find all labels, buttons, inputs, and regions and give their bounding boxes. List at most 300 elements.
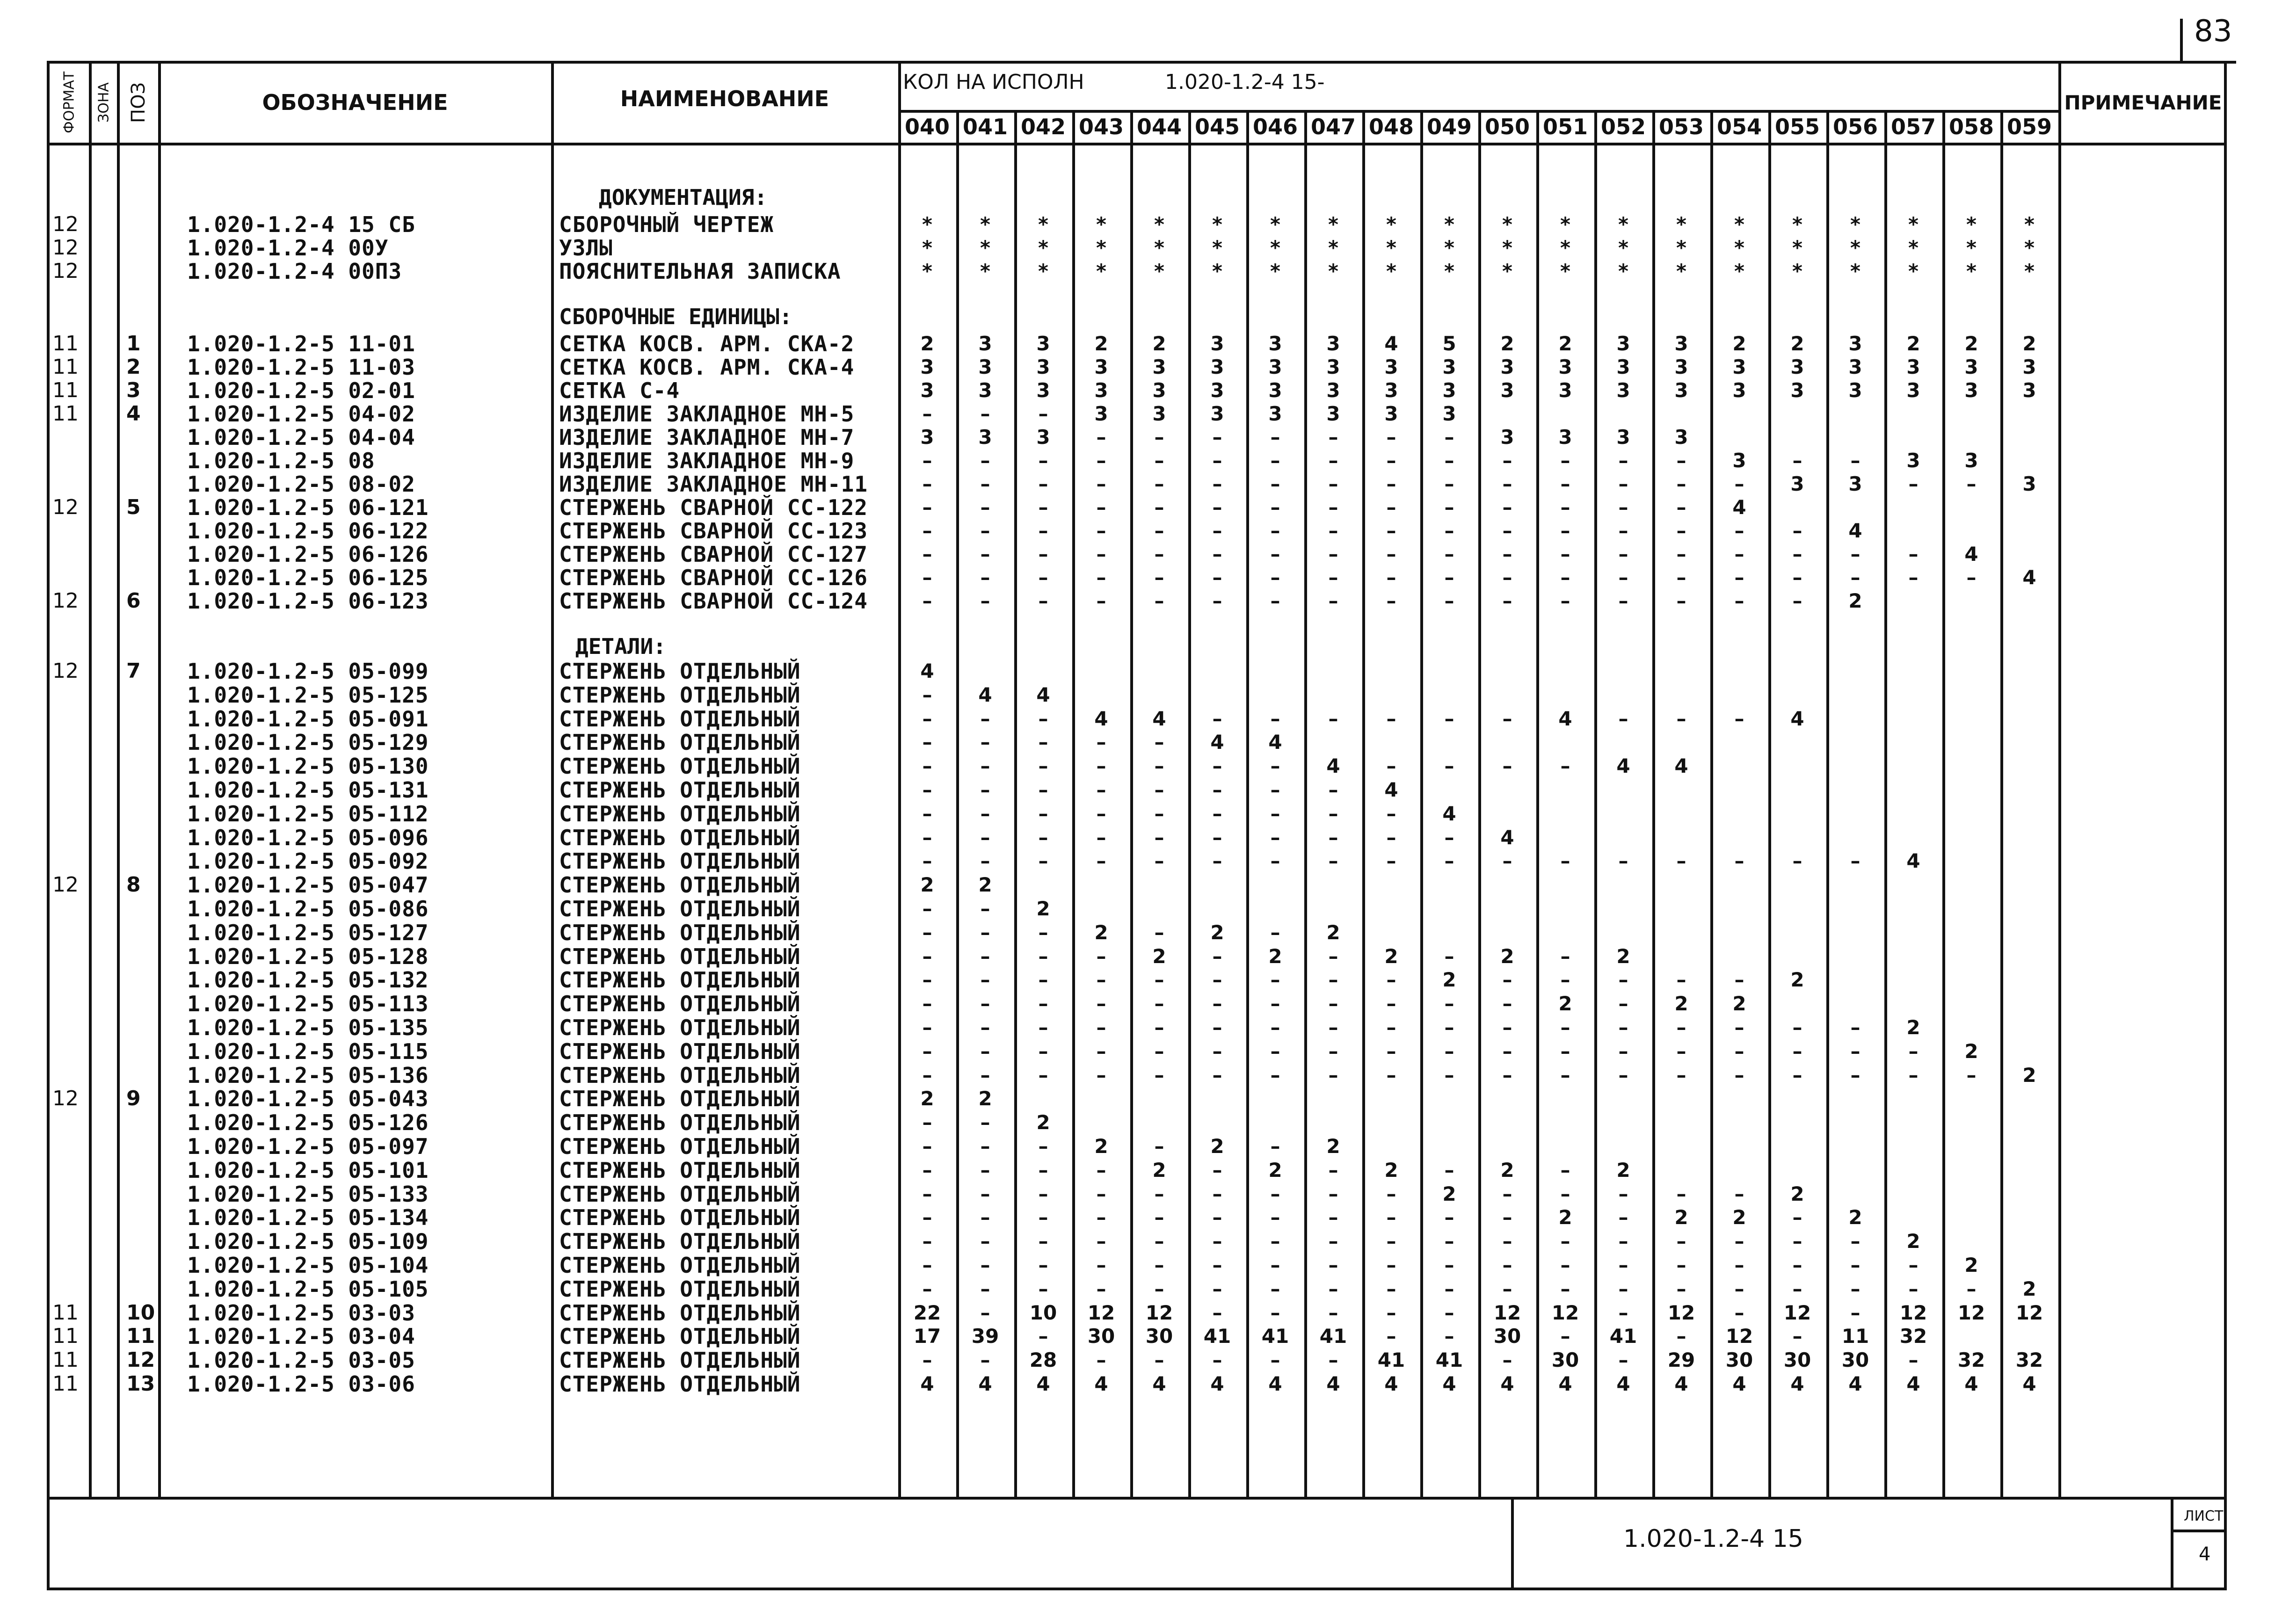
row-qty-050: – xyxy=(1502,543,1512,566)
row-qty-044: 2 xyxy=(1152,332,1166,355)
table-row xyxy=(0,1064,2282,1087)
row-qty-058: * xyxy=(1966,260,1977,283)
row-qty-041: – xyxy=(980,1301,990,1324)
row-qty-043: * xyxy=(1096,213,1106,236)
row-qty-042: – xyxy=(1038,921,1048,944)
row-qty-040: – xyxy=(922,449,932,472)
row-qty-055: 3 xyxy=(1790,379,1804,402)
row-qty-046: – xyxy=(1270,449,1280,472)
variant-header-051: 051 xyxy=(1542,114,1588,139)
row-qty-041: – xyxy=(980,1277,990,1300)
row-qty-052: – xyxy=(1618,707,1628,730)
row-qty-048: * xyxy=(1386,213,1396,236)
row-qty-040: * xyxy=(922,260,932,283)
row-qty-058: 2 xyxy=(1964,332,1978,355)
row-qty-042: – xyxy=(1038,778,1048,801)
row-qty-042: – xyxy=(1038,731,1048,754)
row-qty-045: – xyxy=(1212,944,1222,968)
row-qty-059: 3 xyxy=(2022,472,2036,495)
row-qty-044: – xyxy=(1154,968,1164,992)
row-qty-056: 3 xyxy=(1848,472,1862,495)
row-qty-053: – xyxy=(1676,1063,1686,1087)
row-qty-053: – xyxy=(1676,472,1686,495)
row-qty-053: – xyxy=(1676,519,1686,542)
row-qty-049: – xyxy=(1444,992,1454,1015)
table-row xyxy=(0,921,2282,944)
row-qty-044: 2 xyxy=(1152,944,1166,968)
row-qty-053: 12 xyxy=(1667,1301,1695,1324)
row-qty-055: – xyxy=(1792,543,1802,566)
row-qty-054: 2 xyxy=(1732,992,1746,1015)
row-qty-044: 3 xyxy=(1152,355,1166,378)
row-qty-046: 4 xyxy=(1268,731,1282,754)
row-qty-048: – xyxy=(1386,992,1396,1015)
row-qty-057: 3 xyxy=(1906,379,1920,402)
table-row xyxy=(0,992,2282,1015)
row-designation: 1.020-1.2-5 04-02 xyxy=(187,401,415,427)
row-qty-042: – xyxy=(1038,1206,1048,1229)
row-qty-042: 3 xyxy=(1036,355,1050,378)
row-qty-057: – xyxy=(1908,1277,1919,1300)
row-qty-045: 3 xyxy=(1210,379,1224,402)
row-qty-044: 4 xyxy=(1152,707,1166,730)
row-qty-048: – xyxy=(1386,496,1396,519)
row-qty-054: 3 xyxy=(1732,449,1746,472)
row-qty-051: 30 xyxy=(1551,1348,1579,1372)
row-qty-047: – xyxy=(1328,1182,1338,1205)
row-qty-054: – xyxy=(1734,566,1744,589)
row-name: СТЕРЖЕНЬ ОТДЕЛЬНЫЙ xyxy=(559,967,801,993)
row-qty-045: – xyxy=(1212,472,1222,495)
row-qty-042: – xyxy=(1038,402,1048,425)
row-qty-043: 3 xyxy=(1094,355,1108,378)
row-qty-051: – xyxy=(1560,496,1570,519)
row-qty-050: – xyxy=(1502,472,1512,495)
row-qty-048: – xyxy=(1386,1301,1396,1324)
row-qty-043: * xyxy=(1096,260,1106,283)
variant-header-049: 049 xyxy=(1426,114,1472,139)
row-qty-053: – xyxy=(1676,543,1686,566)
row-qty-042: – xyxy=(1038,1135,1048,1158)
table-row xyxy=(0,731,2282,754)
row-qty-057: * xyxy=(1908,213,1919,236)
row-qty-051: – xyxy=(1560,472,1570,495)
row-name: ИЗДЕЛИЕ ЗАКЛАДНОЕ МН-7 xyxy=(559,425,855,450)
header-zone: ЗОНА xyxy=(95,82,112,123)
row-qty-040: – xyxy=(922,496,932,519)
row-designation: 1.020-1.2-5 03-05 xyxy=(187,1348,415,1373)
row-qty-047: – xyxy=(1328,968,1338,992)
row-qty-047: 3 xyxy=(1326,332,1340,355)
row-qty-047: – xyxy=(1328,992,1338,1015)
row-designation: 1.020-1.2-5 06-122 xyxy=(187,518,429,544)
row-qty-045: – xyxy=(1212,778,1222,801)
row-name: СТЕРЖЕНЬ ОТДЕЛЬНЫЙ xyxy=(559,801,801,826)
table-row xyxy=(0,1325,2282,1348)
row-qty-055: – xyxy=(1792,1325,1802,1348)
table-row xyxy=(0,707,2282,731)
row-qty-043: 12 xyxy=(1087,1301,1115,1324)
row-qty-059: 2 xyxy=(2022,1277,2036,1300)
row-qty-044: – xyxy=(1154,1254,1164,1276)
row-qty-055: * xyxy=(1792,213,1802,236)
row-qty-040: – xyxy=(922,1063,932,1087)
row-qty-049: 4 xyxy=(1442,1372,1456,1395)
row-qty-052: 3 xyxy=(1616,332,1630,355)
table-row xyxy=(0,1206,2282,1229)
row-qty-046: – xyxy=(1270,1182,1280,1205)
variant-header-047: 047 xyxy=(1310,114,1356,139)
row-qty-046: – xyxy=(1270,992,1280,1015)
row-qty-041: – xyxy=(980,566,990,589)
row-name: СТЕРЖЕНЬ ОТДЕЛЬНЫЙ xyxy=(559,659,801,684)
row-qty-044: – xyxy=(1154,1230,1164,1253)
row-name: СТЕРЖЕНЬ ОТДЕЛЬНЫЙ xyxy=(559,1015,801,1040)
row-qty-043: 2 xyxy=(1094,1135,1108,1158)
row-qty-045: – xyxy=(1212,1348,1222,1372)
row-qty-048: – xyxy=(1386,1325,1396,1348)
table-row xyxy=(0,1254,2282,1277)
row-qty-056: 4 xyxy=(1848,519,1862,542)
row-qty-052: – xyxy=(1618,1016,1628,1039)
row-qty-046: 3 xyxy=(1268,355,1282,378)
row-qty-040: – xyxy=(922,1158,932,1182)
row-qty-044: – xyxy=(1154,496,1164,519)
row-qty-047: – xyxy=(1328,426,1338,449)
row-qty-050: 30 xyxy=(1493,1325,1521,1348)
row-pos: 13 xyxy=(126,1372,155,1396)
row-qty-054: – xyxy=(1734,707,1744,730)
row-qty-047: 3 xyxy=(1326,379,1340,402)
row-qty-054: 30 xyxy=(1725,1348,1753,1372)
row-qty-050: – xyxy=(1502,707,1512,730)
row-qty-058: * xyxy=(1966,213,1977,236)
row-qty-048: – xyxy=(1386,426,1396,449)
table-row xyxy=(0,1348,2282,1372)
row-qty-049: – xyxy=(1444,589,1454,612)
row-qty-053: – xyxy=(1676,1254,1686,1276)
row-qty-045: – xyxy=(1212,1063,1222,1087)
row-qty-042: – xyxy=(1038,968,1048,992)
variant-header-045: 045 xyxy=(1194,114,1240,139)
row-format: 11 xyxy=(52,402,79,426)
row-designation: 1.020-1.2-5 06-126 xyxy=(187,542,429,567)
row-qty-042: – xyxy=(1038,472,1048,495)
row-qty-042: 3 xyxy=(1036,379,1050,402)
row-qty-051: 12 xyxy=(1551,1301,1579,1324)
row-qty-045: 2 xyxy=(1210,921,1224,944)
row-designation: 1.020-1.2-5 11-03 xyxy=(187,355,415,380)
table-row xyxy=(0,472,2282,496)
row-qty-046: – xyxy=(1270,1348,1280,1372)
row-name: СТЕРЖЕНЬ ОТДЕЛЬНЫЙ xyxy=(559,754,801,779)
row-qty-045: – xyxy=(1212,1206,1222,1229)
row-qty-051: – xyxy=(1560,849,1570,873)
list-box-left xyxy=(2171,1497,2173,1590)
row-qty-056: – xyxy=(1850,1277,1860,1300)
row-pos: 8 xyxy=(126,873,141,897)
row-qty-051: – xyxy=(1560,543,1570,566)
row-pos: 3 xyxy=(126,378,141,402)
row-qty-052: – xyxy=(1618,992,1628,1015)
row-qty-043: – xyxy=(1096,778,1106,801)
row-qty-042: * xyxy=(1038,236,1048,259)
row-designation: 1.020-1.2-5 05-047 xyxy=(187,872,429,898)
row-qty-050: – xyxy=(1502,1277,1512,1300)
row-qty-052: 4 xyxy=(1616,754,1630,778)
row-qty-045: – xyxy=(1212,826,1222,849)
row-qty-047: * xyxy=(1328,213,1338,236)
row-qty-047: – xyxy=(1328,449,1338,472)
row-designation: 1.020-1.2-5 05-104 xyxy=(187,1253,429,1278)
row-format: 11 xyxy=(52,378,79,402)
row-qty-043: – xyxy=(1096,472,1106,495)
row-designation: 1.020-1.2-5 05-096 xyxy=(187,825,429,850)
row-qty-040: – xyxy=(922,1111,932,1134)
row-qty-043: – xyxy=(1096,566,1106,589)
header-bottom-line xyxy=(47,143,2227,145)
header-format: ФОРМАТ xyxy=(61,71,78,134)
row-qty-044: – xyxy=(1154,1277,1164,1300)
row-qty-055: – xyxy=(1792,1039,1802,1063)
row-qty-058: 32 xyxy=(1957,1348,1985,1372)
row-qty-049: * xyxy=(1444,260,1454,283)
row-designation: 1.020-1.2-5 05-128 xyxy=(187,943,429,969)
row-qty-055: 4 xyxy=(1790,1372,1804,1395)
row-qty-041: 3 xyxy=(978,379,992,402)
row-qty-043: – xyxy=(1096,449,1106,472)
row-qty-048: – xyxy=(1386,1206,1396,1229)
row-qty-051: 2 xyxy=(1558,1206,1572,1229)
row-qty-049: – xyxy=(1444,1063,1454,1087)
row-qty-040: – xyxy=(922,826,932,849)
row-qty-042: 2 xyxy=(1036,897,1050,920)
row-qty-052: – xyxy=(1618,1063,1628,1087)
row-qty-051: 2 xyxy=(1558,992,1572,1015)
row-qty-052: – xyxy=(1618,1230,1628,1253)
variant-header-042: 042 xyxy=(1020,114,1066,139)
row-qty-054: – xyxy=(1734,968,1744,992)
row-qty-047: – xyxy=(1328,1206,1338,1229)
row-qty-048: 4 xyxy=(1384,778,1398,801)
row-qty-045: – xyxy=(1212,426,1222,449)
row-qty-043: – xyxy=(1096,1206,1106,1229)
row-format: 11 xyxy=(52,1372,79,1396)
row-designation: 1.020-1.2-5 05-101 xyxy=(187,1157,429,1183)
row-qty-049: – xyxy=(1444,426,1454,449)
row-name: СЕТКА С-4 xyxy=(559,378,680,403)
row-qty-040: 22 xyxy=(913,1301,941,1324)
table-row xyxy=(0,1087,2282,1110)
row-qty-053: – xyxy=(1676,1016,1686,1039)
row-qty-047: – xyxy=(1328,849,1338,873)
row-qty-042: – xyxy=(1038,449,1048,472)
row-qty-040: – xyxy=(922,1016,932,1039)
row-qty-047: 2 xyxy=(1326,921,1340,944)
row-qty-050: – xyxy=(1502,449,1512,472)
row-qty-043: 3 xyxy=(1094,402,1108,425)
row-qty-055: 2 xyxy=(1790,332,1804,355)
variant-header-059: 059 xyxy=(2006,114,2052,139)
row-qty-053: 4 xyxy=(1674,754,1688,778)
row-qty-043: – xyxy=(1096,519,1106,542)
row-qty-042: – xyxy=(1038,1016,1048,1039)
row-qty-052: – xyxy=(1618,1206,1628,1229)
row-qty-055: 12 xyxy=(1783,1301,1811,1324)
row-qty-057: 32 xyxy=(1899,1325,1927,1348)
row-qty-042: 2 xyxy=(1036,1111,1050,1134)
row-qty-041: * xyxy=(980,213,990,236)
row-qty-042: 3 xyxy=(1036,426,1050,449)
row-qty-057: 3 xyxy=(1906,449,1920,472)
row-qty-058: 3 xyxy=(1964,355,1978,378)
row-qty-054: 3 xyxy=(1732,355,1746,378)
variant-header-056: 056 xyxy=(1832,114,1878,139)
row-qty-043: – xyxy=(1096,754,1106,778)
row-qty-057: 2 xyxy=(1906,1016,1920,1039)
row-qty-049: 41 xyxy=(1435,1348,1463,1372)
row-qty-049: * xyxy=(1444,213,1454,236)
row-qty-056: – xyxy=(1850,1230,1860,1253)
row-qty-054: – xyxy=(1734,1182,1744,1205)
row-qty-049: 3 xyxy=(1442,355,1456,378)
row-qty-055: – xyxy=(1792,1206,1802,1229)
row-qty-058: 3 xyxy=(1964,379,1978,402)
row-qty-041: 3 xyxy=(978,426,992,449)
table-row xyxy=(0,873,2282,897)
row-qty-045: – xyxy=(1212,589,1222,612)
row-qty-058: – xyxy=(1966,472,1977,495)
row-qty-054: – xyxy=(1734,849,1744,873)
row-qty-044: – xyxy=(1154,566,1164,589)
row-qty-054: – xyxy=(1734,1016,1744,1039)
row-qty-054: – xyxy=(1734,1063,1744,1087)
row-qty-043: – xyxy=(1096,1348,1106,1372)
row-qty-043: – xyxy=(1096,944,1106,968)
row-qty-044: 2 xyxy=(1152,1158,1166,1182)
row-designation: 1.020-1.2-5 05-125 xyxy=(187,682,429,708)
row-qty-049: – xyxy=(1444,472,1454,495)
row-qty-053: 3 xyxy=(1674,379,1688,402)
row-qty-046: 3 xyxy=(1268,379,1282,402)
row-qty-050: – xyxy=(1502,589,1512,612)
row-qty-052: 3 xyxy=(1616,379,1630,402)
row-qty-043: * xyxy=(1096,236,1106,259)
table-row xyxy=(0,589,2282,613)
variant-header-057: 057 xyxy=(1890,114,1936,139)
row-qty-043: – xyxy=(1096,1039,1106,1063)
row-format: 12 xyxy=(52,873,79,897)
row-qty-041: 39 xyxy=(971,1325,999,1348)
row-qty-041: – xyxy=(980,921,990,944)
row-qty-050: – xyxy=(1502,1348,1512,1372)
row-qty-052: – xyxy=(1618,543,1628,566)
row-qty-055: * xyxy=(1792,236,1802,259)
table-row xyxy=(0,849,2282,873)
row-qty-056: * xyxy=(1850,236,1860,259)
row-qty-045: 41 xyxy=(1203,1325,1231,1348)
row-qty-043: – xyxy=(1096,1158,1106,1182)
row-qty-052: * xyxy=(1618,236,1628,259)
row-name: СЕТКА КОСВ. АРМ. СКА-2 xyxy=(559,331,855,356)
row-qty-056: – xyxy=(1850,1063,1860,1087)
row-qty-055: – xyxy=(1792,1016,1802,1039)
table-row xyxy=(0,1016,2282,1039)
table-row xyxy=(0,496,2282,519)
header-name: НАИМЕНОВАНИЕ xyxy=(620,86,829,111)
row-qty-045: 4 xyxy=(1210,1372,1224,1395)
row-qty-049: – xyxy=(1444,1277,1454,1300)
row-pos: 5 xyxy=(126,495,141,519)
row-qty-044: – xyxy=(1154,1063,1164,1087)
row-designation: 1.020-1.2-5 05-112 xyxy=(187,801,429,826)
row-qty-041: – xyxy=(980,1182,990,1205)
row-designation: 1.020-1.2-5 05-136 xyxy=(187,1062,429,1088)
row-name: СТЕРЖЕНЬ ОТДЕЛЬНЫЙ xyxy=(559,730,801,755)
row-qty-051: 4 xyxy=(1558,1372,1572,1395)
table-row xyxy=(0,1040,2282,1063)
row-qty-048: – xyxy=(1386,1016,1396,1039)
row-qty-043: – xyxy=(1096,1016,1106,1039)
section-details: ДЕТАЛИ: xyxy=(575,634,666,659)
table-row xyxy=(0,1135,2282,1158)
row-qty-046: – xyxy=(1270,849,1280,873)
variant-header-053: 053 xyxy=(1658,114,1704,139)
row-qty-042: – xyxy=(1038,1325,1048,1348)
row-qty-051: – xyxy=(1560,1063,1570,1087)
row-qty-042: * xyxy=(1038,213,1048,236)
row-qty-055: * xyxy=(1792,260,1802,283)
row-qty-054: 12 xyxy=(1725,1325,1753,1348)
row-qty-059: 2 xyxy=(2022,332,2036,355)
row-qty-046: 4 xyxy=(1268,1372,1282,1395)
row-qty-047: – xyxy=(1328,1254,1338,1276)
row-designation: 1.020-1.2-5 05-133 xyxy=(187,1181,429,1207)
row-qty-040: – xyxy=(922,1039,932,1063)
row-format: 11 xyxy=(52,1300,79,1325)
row-qty-042: – xyxy=(1038,589,1048,612)
row-qty-048: – xyxy=(1386,968,1396,992)
row-qty-046: – xyxy=(1270,543,1280,566)
row-qty-047: – xyxy=(1328,543,1338,566)
row-qty-053: 29 xyxy=(1667,1348,1695,1372)
row-qty-041: – xyxy=(980,1158,990,1182)
row-qty-045: – xyxy=(1212,1230,1222,1253)
row-designation: 1.020-1.2-5 05-131 xyxy=(187,777,429,803)
row-format: 12 xyxy=(52,212,79,236)
row-qty-058: 3 xyxy=(1964,449,1978,472)
row-qty-040: * xyxy=(922,236,932,259)
table-row xyxy=(0,1159,2282,1182)
row-qty-041: – xyxy=(980,1230,990,1253)
row-name: СТЕРЖЕНЬ ОТДЕЛЬНЫЙ xyxy=(559,1086,801,1112)
variant-header-046: 046 xyxy=(1252,114,1298,139)
row-qty-046: – xyxy=(1270,754,1280,778)
stamp-code: 1.020-1.2-4 15 xyxy=(1623,1525,1803,1553)
row-qty-040: 3 xyxy=(920,379,934,402)
row-designation: 1.020-1.2-5 05-135 xyxy=(187,1015,429,1040)
row-qty-045: * xyxy=(1212,213,1222,236)
row-qty-057: – xyxy=(1908,566,1919,589)
row-qty-054: – xyxy=(1734,472,1744,495)
row-qty-053: 4 xyxy=(1674,1372,1688,1395)
row-qty-049: – xyxy=(1444,496,1454,519)
row-pos: 10 xyxy=(126,1300,155,1325)
row-qty-043: – xyxy=(1096,1277,1106,1300)
row-qty-058: 12 xyxy=(1957,1301,1985,1324)
table-row xyxy=(0,945,2282,968)
row-qty-046: – xyxy=(1270,1230,1280,1253)
